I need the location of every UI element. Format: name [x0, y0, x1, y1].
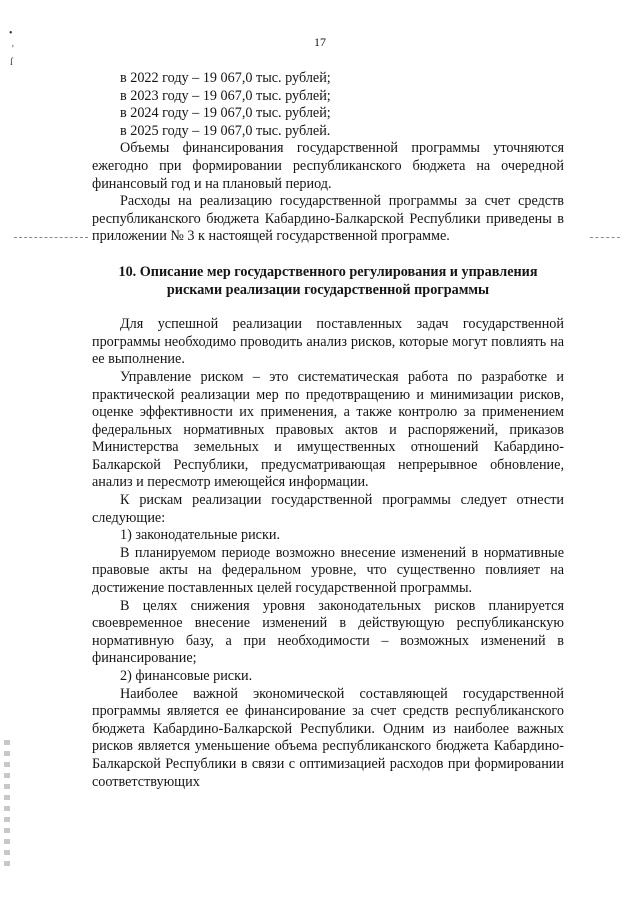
- funding-years-list: [92, 70, 564, 140]
- paragraph: Управление риском – это систематическая работа по разработке и практической реализации мер по предотвращению и минимизации рисков, оценке эффективности их применения, а также контролю за применением федеральных нормативных правовых актов и распоряжений, приказов Министерства земельных и имущественных отношений Кабардино-Балкарской Республики, предусматривающая непрерывное обновление, анализ и пересмотр имеющейся информации.: [92, 368, 564, 491]
- funding-year-line: в 2024 году – 19 067,0 тыс. рублей;: [120, 105, 331, 122]
- paragraph: В планируемом периоде возможно внесение изменений в нормативные правовые акты на федеральном уровне, что существенно повлияет на достижение поставленных целей государственной программы.: [92, 544, 564, 597]
- funding-year-line: в 2025 году – 19 067,0 тыс. рублей.: [120, 122, 331, 139]
- scan-dash-line-right: [590, 237, 620, 238]
- scan-mark: ': [12, 44, 14, 55]
- document-body: [92, 70, 564, 791]
- funding-year-line: в 2022 году – 19 067,0 тыс. рублей;: [120, 70, 331, 86]
- margin-stamp: [4, 740, 10, 870]
- scan-mark: ſ: [10, 57, 13, 68]
- paragraph: Расходы на реализацию государственной программы за счет средств республиканского бюджета Кабардино-Балкарской Республики приведены в приложении № 3 к настоящей государственной программе.: [92, 193, 564, 245]
- funding-year-line: в 2023 году – 19 067,0 тыс. рублей;: [120, 87, 331, 104]
- list-item: 2) финансовые риски.: [120, 668, 253, 684]
- paragraph: В целях снижения уровня законодательных рисков планируется своевременное внесение изменений в действующую республиканскую нормативную базу, а при необходимости – возможных изменений в финансирование;: [92, 597, 564, 667]
- scan-mark: •: [9, 28, 13, 39]
- paragraph: Для успешной реализации поставленных задач государственной программы необходимо проводить анализ рисков, которые могут повлиять на ее выполнение.: [92, 316, 564, 368]
- paragraph: Наиболее важной экономической составляющей государственной программы является ее финансирование за счет средств республиканского бюджета Кабардино-Балкарской Республики. Одним из наиболее важных рисков является уменьшение объема республиканского бюджета Кабардино-Балкарской Республики в связи с оптимизацией расходов при формировании соответствующих: [92, 685, 564, 790]
- paragraph: Объемы финансирования государственной программы уточняются ежегодно при формировании республиканского бюджета на очередной финансовый год и на плановый период.: [92, 140, 564, 192]
- scan-dash-line-left: [14, 237, 88, 238]
- paragraph: К рискам реализации государственной программы следует отнести следующие:: [92, 492, 564, 526]
- list-item: 1) законодательные риски.: [120, 527, 280, 544]
- page-number: 17: [314, 35, 326, 49]
- section-heading: 10. Описание мер государственного регулирования и управления рисками реализации государственной программы: [118, 263, 538, 298]
